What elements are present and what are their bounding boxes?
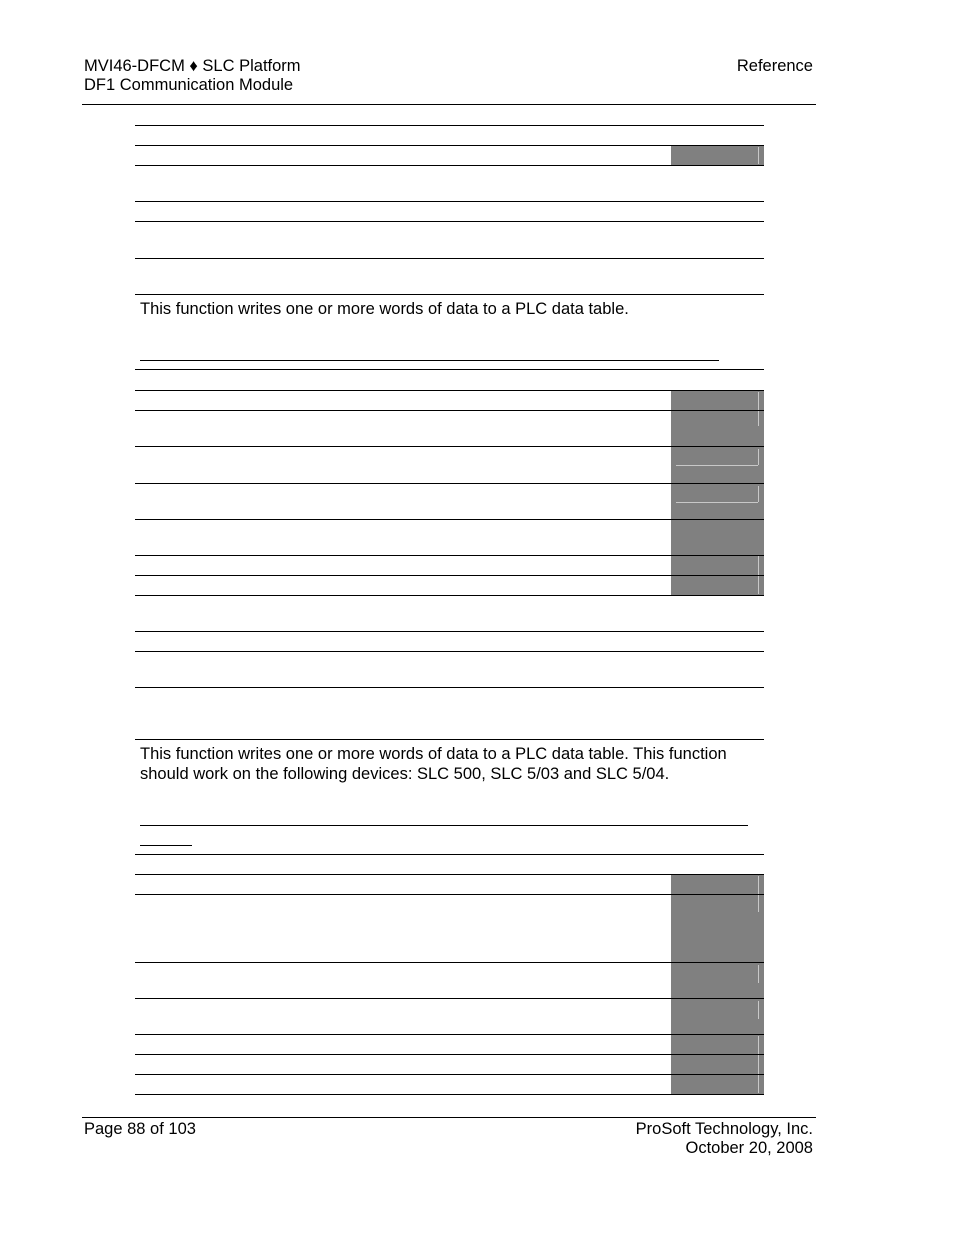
table-row-line bbox=[135, 874, 764, 875]
table-row-line bbox=[135, 555, 764, 556]
table-row-line bbox=[135, 390, 764, 391]
table-row-line bbox=[135, 739, 764, 740]
table-row-line bbox=[135, 687, 764, 688]
footer-page-number: Page 88 of 103 bbox=[84, 1120, 196, 1138]
table-row-line bbox=[135, 651, 764, 652]
heading-underline bbox=[140, 825, 748, 826]
table-row-line bbox=[135, 145, 764, 146]
table-shaded-cell bbox=[671, 146, 764, 165]
table-row-line bbox=[135, 410, 764, 411]
table-row-line bbox=[135, 575, 764, 576]
header-product: MVI46-DFCM ♦ SLC Platform bbox=[84, 57, 301, 75]
table-row-line bbox=[135, 258, 764, 259]
table-row-line bbox=[135, 483, 764, 484]
table-row-line bbox=[135, 125, 764, 126]
table-row-line bbox=[135, 1054, 764, 1055]
table-row-line bbox=[135, 962, 764, 963]
table-row-line bbox=[135, 595, 764, 596]
footer-company: ProSoft Technology, Inc. bbox=[635, 1120, 813, 1138]
table-row-line bbox=[135, 446, 764, 447]
heading-underline bbox=[140, 845, 192, 846]
header-module: DF1 Communication Module bbox=[84, 76, 294, 94]
header-section: Reference bbox=[736, 57, 813, 75]
table-row-line bbox=[135, 294, 764, 295]
header-divider bbox=[82, 104, 816, 105]
table-row-line bbox=[135, 369, 764, 370]
table-row-line bbox=[135, 854, 764, 855]
table-row-line bbox=[135, 1034, 764, 1035]
table-row-line bbox=[135, 631, 764, 632]
section-description: This function writes one or more words of data to a PLC data table. This function should work on the following devices: SLC 500, SLC 5/03 and SLC 5/04. bbox=[140, 745, 727, 783]
table-row-line bbox=[135, 1094, 764, 1095]
footer-divider bbox=[82, 1117, 816, 1118]
table-row-line bbox=[135, 894, 764, 895]
table-shaded-column bbox=[671, 390, 764, 595]
table-row-line bbox=[135, 165, 764, 166]
section-description: This function writes one or more words of data to a PLC data table. bbox=[140, 300, 629, 318]
table-row-line bbox=[135, 998, 764, 999]
table-row-line bbox=[135, 1074, 764, 1075]
heading-underline bbox=[140, 360, 719, 361]
table-row-line bbox=[135, 201, 764, 202]
table-row-line bbox=[135, 221, 764, 222]
footer-date: October 20, 2008 bbox=[685, 1139, 813, 1157]
table-row-line bbox=[135, 519, 764, 520]
table-shaded-column bbox=[671, 874, 764, 1094]
